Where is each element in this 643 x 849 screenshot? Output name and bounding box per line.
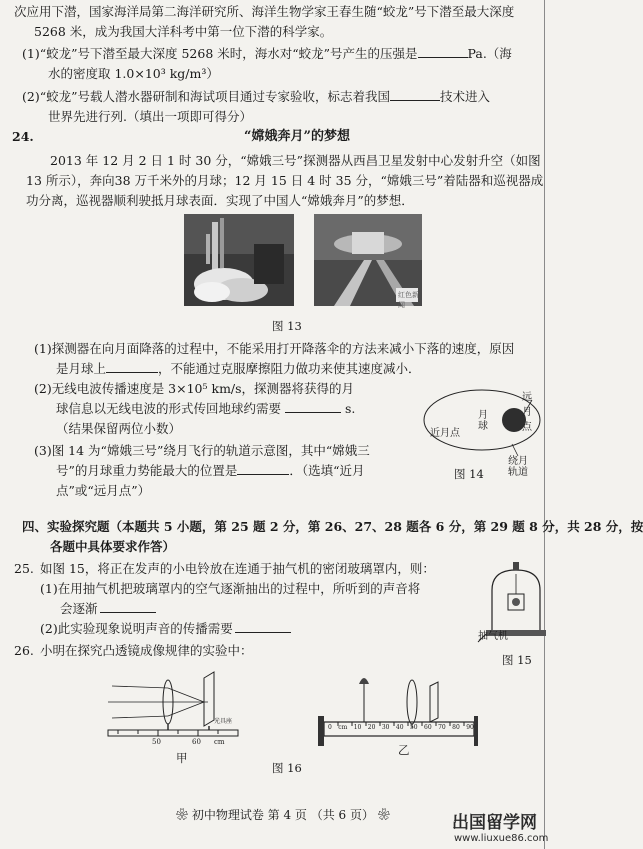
q23-part2-line1 <box>22 88 490 106</box>
q24-title: “嫦娥奔月”的梦想 <box>244 129 350 144</box>
q25-part1-line2 <box>60 600 156 618</box>
fig14-moon-label: 月球 <box>478 410 488 432</box>
q24-part3-text-a: 号”的月球重力势能最大的位置是 <box>56 463 238 478</box>
q25-part2-line1 <box>40 620 291 638</box>
watermark-site-name: 出国留学网 <box>452 813 537 833</box>
fig15-caption: 图 15 <box>502 653 532 667</box>
q25-part1-line1: (1)在用抽气机把玻璃罩内的空气逐渐抽出的过程中，所听到的声音将 <box>40 581 421 596</box>
q25-part1-text: 会逐渐 <box>60 601 98 616</box>
q26-number: 26. <box>14 643 34 658</box>
watermark-url: www.liuxue86.com <box>454 833 549 844</box>
page-edge-line <box>544 0 545 849</box>
fig16b-tick: 80 <box>452 724 460 731</box>
q24-part3-text-b: ．（选填“近月 <box>289 463 365 478</box>
fig13-launch-photo <box>184 214 294 306</box>
q24-part1-line2 <box>56 360 421 378</box>
fig16b-tick: 0 <box>328 724 332 731</box>
fig13-watermark: 红色新闻 <box>398 291 419 309</box>
fig14-far-point-label: 远月点 <box>522 392 532 433</box>
fig16b-tick: 90 <box>466 724 474 731</box>
q24-part2-text-b: s. <box>345 401 356 416</box>
q24-part2-line1: (2)无线电波传播速度是 3×10⁵ km/s，探测器将获得的月 <box>34 381 355 396</box>
q24-part1-text-a: 是月球上 <box>56 361 107 376</box>
fig16b-tick: 40 <box>395 724 404 731</box>
fig16b-tick: 50 <box>409 724 418 731</box>
answer-blank[interactable] <box>285 400 341 413</box>
fig16b-optical-bench-diagram <box>318 666 478 750</box>
q24-part1-line1: (1)探测器在向月面降落的过程中，不能采用打开降落伞的方法来减小下落的速度，原因 <box>34 341 515 356</box>
fig16b-tick: 20 <box>367 724 376 731</box>
fig16b-tick: 10 <box>353 724 362 731</box>
q25-number: 25. <box>14 561 34 576</box>
q26-stem: 小明在探究凸透镜成像规律的实验中： <box>40 643 253 658</box>
q24-number: 24. <box>12 129 34 144</box>
fig16a-screen-label: 光具座 <box>214 718 233 725</box>
fig14-caption: 图 14 <box>454 467 484 481</box>
section4-heading-line2: 各题中具体要求作答） <box>50 539 176 554</box>
footer-ornament-icon: ❀ <box>176 808 189 822</box>
answer-blank[interactable] <box>100 600 156 613</box>
page-footer <box>176 806 390 824</box>
q23-part1-text-b: Pa.（海 <box>467 46 512 61</box>
intro-line-2: 5268 米，成为我国大洋科考中第一位下潜的科学家。 <box>34 24 333 39</box>
section4-heading-line1: 四、实验探究题（本题共 5 小题，第 25 题 2 分，第 26、27、28 题各 6 分，第 29 题 8 分，共 28 分，按 <box>22 519 643 534</box>
q23-part2-text-a: (2)“蛟龙”号载人潜水器研制和海试项目通过专家验收，标志着我国 <box>22 89 390 104</box>
intro-line-1: 次应用下潜，国家海洋局第二海洋研究所、海洋生物学家王春生随“蛟龙”号下潜至最大深度 <box>14 4 515 19</box>
q24-part2-text-a: 球信息以无线电波的形式传回地球约需要 <box>56 401 282 416</box>
footer-ornament-icon: ❀ <box>377 808 390 822</box>
q25-part2-text: (2)此实验现象说明声音的传播需要 <box>40 621 233 636</box>
q23-part2-text-b: 技术进入 <box>440 89 491 104</box>
fig16b-tick: 60 <box>424 724 432 731</box>
q24-para-line2: 13 所示），奔向38 万千米外的月球；12 月 15 日 4 时 35 分，“嫦娥三号”着陆器和巡视器成 <box>26 173 544 188</box>
q24-part3-line3: 点”或“远月点”） <box>56 483 151 498</box>
q24-part3-line2 <box>56 462 365 480</box>
fig16b-tick: 70 <box>438 724 446 731</box>
answer-blank[interactable] <box>418 45 468 58</box>
answer-blank[interactable] <box>390 88 440 101</box>
q24-part2-line2 <box>56 400 355 418</box>
fig14-near-point-label: 近月点 <box>430 428 460 439</box>
footer-text: 初中物理试卷 第 4 页 （共 6 页） <box>191 808 375 822</box>
q24-part2-line3: （结果保留两位小数） <box>56 421 182 436</box>
fig16a-lens-diagram <box>108 668 240 750</box>
q24-part1-text-b: ，不能通过克服摩擦阻力做功来使其速度减小． <box>158 361 421 376</box>
fig16a-tick-60: 60 <box>192 738 201 746</box>
fig16b-tick: 30 <box>381 724 390 731</box>
fig16b-label: 乙 <box>398 743 410 757</box>
q23-part1-text-a: (1)“蛟龙”号下潜至最大深度 5268 米时，海水对“蛟龙”号产生的压强是 <box>22 46 418 61</box>
answer-blank[interactable] <box>237 462 289 475</box>
q24-para-line3: 功分离，巡视器顺利驶抵月球表面．实现了中国人“嫦娥奔月”的梦想． <box>26 193 414 208</box>
q23-part1-line2: 水的密度取 1.0×10³ kg/m³） <box>48 66 219 81</box>
fig14-orbit-label: 绕月轨道 <box>508 456 528 478</box>
fig16a-label: 甲 <box>176 751 188 765</box>
answer-blank[interactable] <box>106 360 158 373</box>
fig16a-tick-50: 50 <box>152 738 161 746</box>
fig16b-ruler-ticks <box>328 724 474 732</box>
fig15-pump-label: 抽气机 <box>478 631 508 642</box>
q25-stem: 如图 15，将正在发声的小电铃放在连通于抽气机的密闭玻璃罩内，则： <box>40 561 435 576</box>
q23-part1-line1 <box>22 45 512 63</box>
q23-part2-line2: 世界先进行列.（填出一项即可得分） <box>48 109 252 124</box>
q24-part3-line1: (3)图 14 为“嫦娥三号”绕月飞行的轨道示意图，其中“嫦娥三 <box>34 443 370 458</box>
fig16-caption: 图 16 <box>272 761 302 775</box>
q24-para-line1: 2013 年 12 月 2 日 1 时 30 分，“嫦娥三号”探测器从西昌卫星发射中心发射升空（如图 <box>50 153 541 168</box>
fig13-rover-photo <box>314 214 422 309</box>
fig16b-tick: cm <box>338 724 348 731</box>
answer-blank[interactable] <box>235 620 291 633</box>
fig13-caption: 图 13 <box>272 319 302 333</box>
fig16a-tick-cm: cm <box>214 738 225 746</box>
